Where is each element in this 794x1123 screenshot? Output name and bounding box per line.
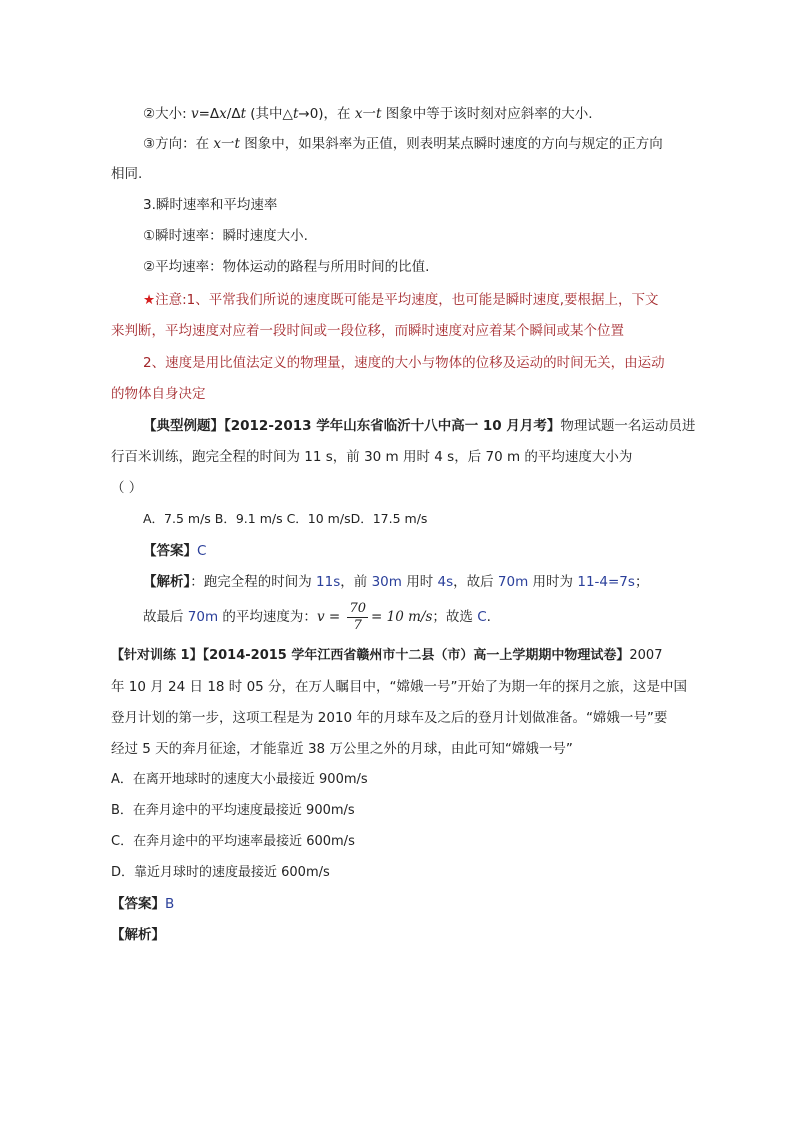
- section-heading: 3.瞬时速率和平均速率: [143, 197, 278, 213]
- note-line-2: 来判断，平均速度对应着一段时间或一段位移，而瞬时速度对应着某个瞬间或某个位置: [111, 323, 624, 339]
- note-line-1: [143, 290, 659, 310]
- text: 2007: [629, 648, 663, 663]
- value: 70m: [497, 574, 529, 590]
- numerator: 70: [349, 600, 367, 616]
- text: /Δ: [226, 106, 241, 122]
- text: (其中△: [246, 106, 293, 122]
- answer-value: C: [197, 543, 207, 559]
- var-v: v: [190, 106, 199, 122]
- value: 4s: [437, 574, 454, 590]
- average-rate-line: ②平均速率：物体运动的路程与所用时间的比值.: [143, 259, 430, 275]
- option-c: C．在奔月途中的平均速率最接近 600m/s: [111, 834, 355, 849]
- value: 70m: [187, 609, 219, 625]
- answer-blank: （ ）: [111, 480, 143, 496]
- option-d: D．靠近月球时的速度最接近 600m/s: [111, 865, 330, 880]
- text: ③方向：在: [143, 136, 214, 152]
- text: 一: [362, 106, 376, 122]
- result: = 10 m/s: [371, 609, 433, 625]
- text: 的平均速度为：: [218, 609, 317, 625]
- example-line-1: [143, 416, 695, 436]
- text: .: [486, 609, 491, 625]
- var-t: t: [234, 136, 240, 152]
- direction-line-cont: 相同.: [111, 166, 143, 182]
- text: ；: [634, 574, 649, 590]
- note-line-3: 2、速度是用比值法定义的物理量，速度的大小与物体的位移及运动的时间无关，由运动: [143, 355, 665, 371]
- text: ，前: [340, 574, 372, 590]
- example-options: A．7.5 m/s B．9.1 m/s C．10 m/sD．17.5 m/s: [143, 511, 428, 526]
- option-b: B．在奔月途中的平均速度最接近 900m/s: [111, 803, 355, 818]
- training-line-1: [111, 646, 662, 666]
- training-line-3: 登月计划的第一步，这项工程是为 2010 年的月球车及之后的登月计划做准备。“嫦娥一号”要: [111, 710, 668, 726]
- text: ②大小:: [143, 106, 191, 122]
- value: C: [477, 609, 487, 625]
- answer-value: B: [165, 896, 175, 912]
- star-icon: ★: [143, 292, 156, 308]
- explanation-tag: 【解析】: [143, 574, 191, 590]
- var-v: v: [316, 609, 325, 625]
- text: 图象中等于该时刻对应斜率的大小.: [381, 106, 593, 122]
- training-line-4: 经过 5 天的奔月征途，才能靠近 38 万公里之外的月球，由此可知“嫦娥一号”: [111, 741, 573, 757]
- text: 图象中，如果斜率为正值，则表明某点瞬时速度的方向与规定的正方向: [239, 136, 663, 152]
- text: 一: [221, 136, 235, 152]
- option-a: A．在离开地球时的速度大小最接近 900m/s: [111, 772, 368, 787]
- var-x: x: [219, 106, 227, 122]
- text: 用时: [401, 574, 438, 590]
- text: ，故后: [453, 574, 498, 590]
- text: →0)，在: [298, 106, 355, 122]
- var-x: x: [213, 136, 222, 152]
- var-t: t: [240, 106, 246, 122]
- text: =Δ: [198, 106, 220, 122]
- magnitude-line: [143, 104, 593, 124]
- var-t: t: [375, 106, 382, 122]
- training-line-2: 年 10 月 24 日 18 时 05 分，在万人瞩目中，“嫦娥一号”开始了为期一年的探月之旅，这是中国: [111, 679, 688, 695]
- explanation-line-1: [143, 572, 648, 592]
- text: 用时为: [528, 574, 578, 590]
- example-tag: 【典型例题】: [143, 418, 224, 434]
- direction-line: [143, 134, 663, 154]
- var-t: t: [292, 106, 299, 122]
- text: ；故选: [432, 609, 478, 625]
- answer-tag: 【答案】: [111, 896, 165, 912]
- text: 故最后: [143, 609, 188, 625]
- answer-tag: 【答案】: [143, 543, 197, 559]
- text: ：跑完全程的时间为: [190, 574, 317, 590]
- var-x: x: [354, 106, 363, 122]
- training-tag: 【针对训练 1】: [111, 648, 203, 663]
- text: 物理试题一名运动员进: [560, 418, 696, 434]
- denominator: 7: [353, 617, 362, 633]
- text: 注意:1、平常我们所说的速度既可能是平均速度，也可能是瞬时速度,要根据上，下文: [155, 292, 659, 308]
- value: 11s: [316, 574, 341, 590]
- example-line-2: 行百米训练，跑完全程的时间为 11 s，前 30 m 用时 4 s，后 70 m 的平均速度大小为: [111, 449, 633, 465]
- explanation-line-2: [143, 600, 491, 634]
- explanation-tag-2: 【解析】: [111, 927, 165, 943]
- equals: =: [324, 609, 345, 625]
- instant-rate-line: ①瞬时速率：瞬时速度大小.: [143, 228, 308, 244]
- value: 11-4=7s: [577, 574, 635, 590]
- value: 30m: [371, 574, 402, 590]
- training-source: 【2014-2015 学年江西省赣州市十二县（市）高一上学期期中物理试卷】: [202, 648, 630, 663]
- example-source: 【2012-2013 学年山东省临沂十八中高一 10 月月考】: [224, 418, 561, 434]
- note-line-4: 的物体自身决定: [111, 386, 206, 402]
- answer-line-2: [111, 894, 174, 914]
- fraction: [347, 601, 368, 634]
- answer-line: [143, 541, 206, 561]
